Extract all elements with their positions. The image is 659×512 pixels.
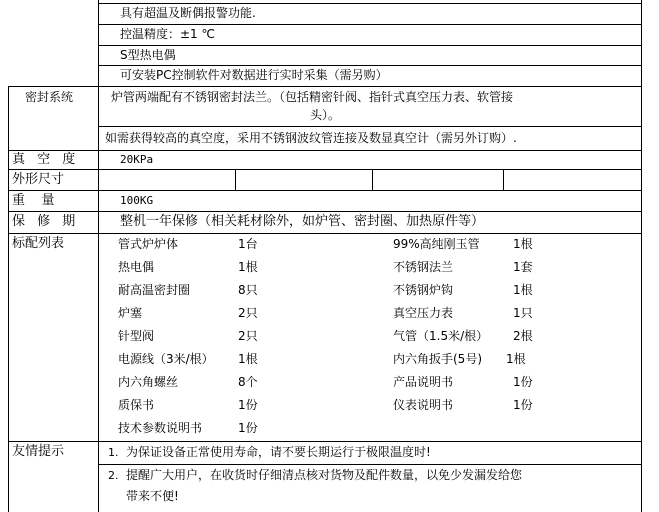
tip2-text-line2: 带来不便!: [126, 489, 179, 503]
config-left-item-name: 针型阀: [118, 329, 155, 343]
tips-label: 友情提示: [12, 444, 65, 459]
config-left-item-name: 热电偶: [118, 260, 155, 274]
spec-accuracy-text: 控温精度：±1 ℃: [120, 27, 215, 41]
config-left-item-qty: 2只: [238, 329, 258, 343]
config-right-item-qty: 2根: [513, 329, 533, 343]
spec-thermocouple-text: S型热电偶: [120, 48, 176, 62]
config-left-item-qty: 8只: [238, 283, 258, 297]
config-label: 标配列表: [12, 236, 65, 251]
dimensions-label: 外形尺寸: [12, 172, 65, 187]
config-left-item-name: 耐高温密封圈: [118, 283, 191, 297]
config-right-item-qty: 1套: [513, 260, 533, 274]
tip1-text: 为保证设备正常使用寿命，请不要长期运行于极限温度时!: [126, 445, 431, 459]
config-right-item-name: 不锈钢法兰: [393, 260, 454, 274]
seal-line2: 如需获得较高的真空度，采用不锈钢波纹管连接及数显真空计（需另外订购）.: [105, 131, 517, 145]
config-left-item-qty: 8个: [238, 375, 258, 389]
config-right-item-name: 仪表说明书: [393, 398, 454, 412]
config-right-item-qty: 1份: [513, 398, 533, 412]
config-right-item-name: 99%高纯刚玉管: [393, 237, 480, 251]
spec-alarm-text: 具有超温及断偶报警功能.: [120, 6, 256, 20]
vacuum-label: 真 空 度: [12, 152, 80, 167]
spec-pc-software-text: 可安装PC控制软件对数据进行实时采集（需另购）: [120, 68, 388, 82]
config-left-item-qty: 1份: [238, 421, 258, 435]
config-right-item-name: 真空压力表: [393, 306, 454, 320]
config-right-item-qty: 1份: [513, 375, 533, 389]
config-right-item-qty: 1只: [513, 306, 533, 320]
warranty-value: 整机一年保修（相关耗材除外，如炉管、密封圈、加热原件等）: [120, 214, 485, 229]
seal-label: 密封系统: [25, 90, 74, 104]
seal-line1-cont: 头）。: [310, 108, 341, 122]
seal-line1: 炉管两端配有不锈钢密封法兰。（包括精密针阀、指针式真空压力表、软管接: [111, 90, 514, 104]
config-left-item-name: 管式炉炉体: [118, 237, 179, 251]
vacuum-value: 20KPa: [120, 153, 154, 166]
config-left-item-name: 技术参数说明书: [118, 421, 203, 435]
tip2-text-line1: 提醒广大用户，在收货时仔细清点核对货物及配件数量，以免少发漏发给您: [126, 468, 523, 482]
config-right-item-qty: 1根: [513, 283, 533, 297]
config-left-item-name: 炉塞: [118, 306, 143, 320]
tip1-number: 1.: [108, 446, 119, 459]
config-left-item-qty: 1份: [238, 398, 258, 412]
config-right-item-qty: 1根: [506, 352, 526, 366]
config-right-item-name: 内六角扳手(5号): [393, 352, 482, 366]
config-right-item-name: 产品说明书: [393, 375, 454, 389]
tip2-number: 2.: [108, 469, 119, 482]
config-right-item-name: 不锈钢炉钩: [393, 283, 454, 297]
weight-label: 重 量: [12, 193, 55, 208]
config-left-item-qty: 1根: [238, 352, 258, 366]
config-left-item-name: 内六角螺丝: [118, 375, 179, 389]
config-right-item-name: 气管（1.5米/根）: [393, 329, 489, 343]
config-left-item-qty: 1根: [238, 260, 258, 274]
warranty-label: 保 修 期: [12, 214, 80, 229]
weight-value: 100KG: [120, 194, 154, 207]
config-left-item-name: 电源线（3米/根）: [118, 352, 214, 366]
config-right-item-qty: 1根: [513, 237, 533, 251]
config-left-item-name: 质保书: [118, 398, 155, 412]
config-left-item-qty: 1台: [238, 237, 258, 251]
config-left-item-qty: 2只: [238, 306, 258, 320]
